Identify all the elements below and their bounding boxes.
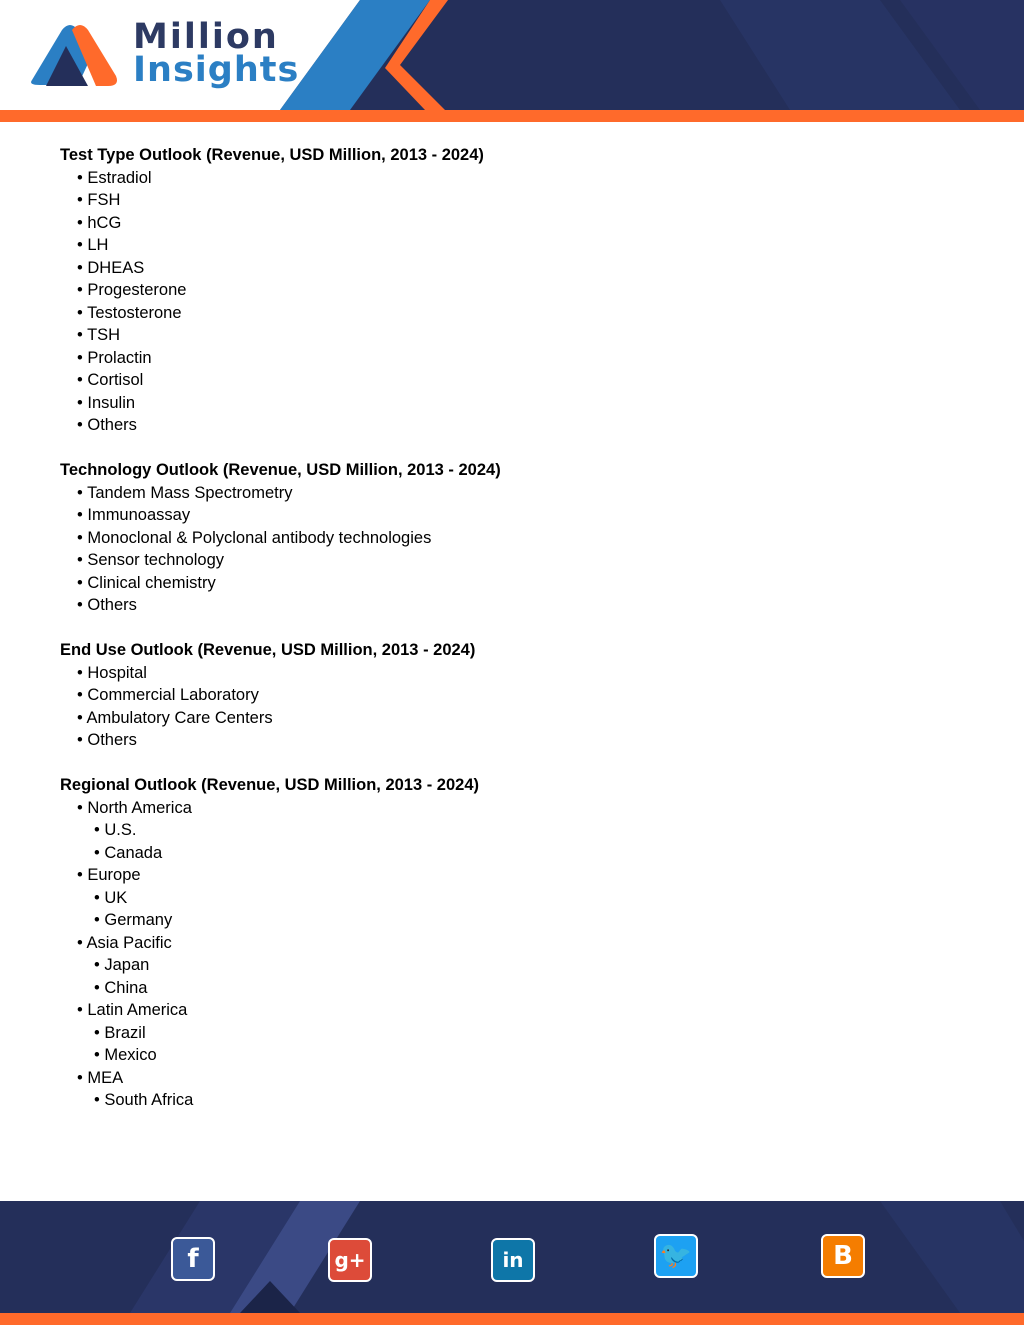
list-item: • TSH [77, 326, 121, 344]
list-item: • Progesterone [77, 281, 187, 299]
logo-name-line1: Million [133, 17, 279, 57]
outlook-section [60, 774, 960, 1112]
list-item: • Cortisol [77, 371, 144, 389]
list-item: • Latin America [77, 1001, 188, 1019]
social-glyph: f [187, 1244, 199, 1274]
list-item: • Hospital [77, 663, 147, 682]
list-item: • LH [77, 236, 109, 254]
list-item: • hCG [77, 213, 122, 232]
sub-list-item: • U.S. [94, 821, 137, 839]
outlook-section [60, 144, 960, 437]
page-footer [0, 1201, 1024, 1325]
list-item: • Clinical chemistry [77, 573, 216, 592]
social-glyph: in [502, 1248, 524, 1272]
list-item: • Testosterone [77, 303, 182, 322]
list-item: • Prolactin [77, 348, 152, 367]
sub-list-item: • Germany [94, 911, 173, 929]
list-item: • Insulin [77, 393, 136, 412]
section-heading: Technology Outlook (Revenue, USD Million, 2013 - 2024) [60, 461, 501, 479]
list-item: • Immunoassay [77, 506, 191, 524]
sub-list-item: • Mexico [94, 1046, 157, 1064]
logo-text [133, 17, 300, 90]
sub-list-item: • Japan [94, 956, 150, 974]
google-plus-icon[interactable] [328, 1238, 372, 1282]
list-item: • Estradiol [77, 168, 152, 187]
outlook-content [60, 144, 960, 1134]
list-item: • DHEAS [77, 258, 145, 277]
outlook-section [60, 639, 960, 752]
list-item: • Europe [77, 866, 141, 884]
blogger-icon[interactable] [821, 1234, 865, 1278]
list-item: • Others [77, 596, 137, 614]
linkedin-icon[interactable] [491, 1238, 535, 1282]
list-item: • Tandem Mass Spectrometry [77, 483, 293, 502]
page-header [0, 0, 1024, 122]
outlook-section [60, 459, 960, 617]
list-item: • Monoclonal & Polyclonal antibody technologies [77, 528, 432, 547]
sub-list-item: • Canada [94, 843, 163, 862]
sub-list-item: • Brazil [94, 1023, 146, 1042]
list-item: • Others [77, 416, 137, 434]
logo-name-line2: Insights [133, 50, 300, 90]
section-heading: Test Type Outlook (Revenue, USD Million, 2013 - 2024) [60, 146, 484, 164]
list-item: • Ambulatory Care Centers [77, 708, 273, 727]
list-item: • Commercial Laboratory [77, 686, 259, 704]
sub-list-item: • UK [94, 888, 128, 907]
list-item: • North America [77, 798, 192, 817]
twitter-icon[interactable] [654, 1234, 698, 1278]
list-item: • Others [77, 731, 137, 749]
social-glyph: B [833, 1241, 853, 1271]
section-heading: End Use Outlook (Revenue, USD Million, 2013 - 2024) [60, 641, 476, 659]
section-heading: Regional Outlook (Revenue, USD Million, 2013 - 2024) [60, 776, 480, 794]
list-item: • FSH [77, 191, 121, 209]
sub-list-item: • China [94, 978, 148, 997]
social-glyph: 🐦 [659, 1241, 693, 1271]
list-item: • Asia Pacific [77, 933, 172, 952]
list-item: • MEA [77, 1068, 124, 1087]
facebook-icon[interactable] [171, 1237, 215, 1281]
sub-list-item: • South Africa [94, 1091, 194, 1109]
list-item: • Sensor technology [77, 551, 225, 569]
social-glyph: g+ [334, 1248, 366, 1272]
